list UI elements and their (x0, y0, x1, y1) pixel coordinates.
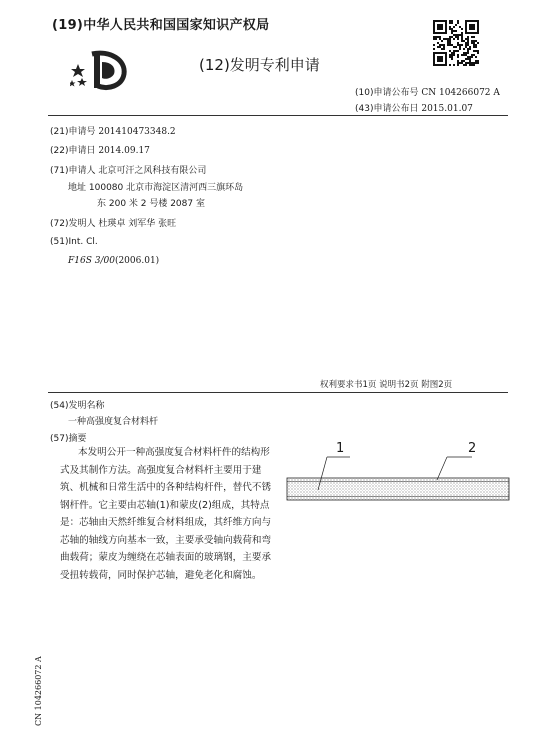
application-number (50, 124, 176, 137)
int-cl-date: (2006.01) (114, 256, 160, 266)
appno-value: 201410473348.2 (98, 127, 176, 137)
application-date (50, 143, 150, 156)
appno-label: (21)申请号 (50, 127, 96, 137)
pubno-label: (10)申请公布号 (355, 88, 419, 98)
pubdate-label: (43)申请公布日 (355, 104, 419, 114)
office-name: 中华人民共和国国家知识产权局 (83, 18, 270, 33)
int-cl-value (68, 256, 159, 266)
figure-label-1: 1 (336, 441, 345, 456)
pubno-value: CN 104266072 A (421, 88, 500, 98)
figure-label-2: 2 (468, 441, 477, 456)
inventor-value: 杜瑛卓 刘军华 张旺 (98, 219, 177, 229)
address-line1: 100080 北京市海淀区清河西三旗环岛 (88, 183, 244, 193)
appdate-value: 2014.09.17 (98, 146, 150, 156)
counts-divider (48, 392, 508, 393)
inventors (50, 216, 176, 229)
applicant-label: (71)申请人 (50, 166, 96, 176)
header-divider (48, 115, 508, 116)
appdate-label: (22)申请日 (50, 146, 96, 156)
applicant (50, 163, 206, 176)
invention-title: 一种高强度复合材料杆 (68, 417, 159, 427)
document-type (199, 54, 320, 75)
figure-rod-drawing (282, 440, 514, 512)
int-cl-label: (51)Int. Cl. (50, 237, 98, 247)
abstract-label: (57)摘要 (50, 434, 87, 444)
page-counts: 权利要求书1页 说明书2页 附图2页 (320, 380, 453, 390)
doctype-number: (12) (199, 56, 230, 74)
applicant-value: 北京可汗之风科技有限公司 (98, 166, 207, 176)
qr-code-icon (433, 20, 479, 66)
inventor-label: (72)发明人 (50, 219, 96, 229)
doctype-name: 发明专利申请 (229, 56, 320, 74)
int-cl-code: F16S 3/00 (68, 256, 115, 266)
address (68, 180, 243, 193)
publication-number (355, 85, 500, 98)
address-label: 地址 (68, 183, 87, 193)
title-label: (54)发明名称 (50, 401, 105, 411)
sipo-emblem-icon (70, 48, 132, 92)
abstract-text: 本发明公开一种高强度复合材料杆件的结构形式及其制作方法。高强度复合材料杆主要用于建筑、机械和日常生活中的各种结构杆件，替代不锈钢杆件。它主要由芯轴(1)和蒙皮(2)组成，其特点是：芯轴由天然纤维复合材料组成，其纤维方向与芯轴的轴线方向基本一致，主要承受轴向载荷和弯曲载荷；蒙皮为缠绕在芯轴表面的玻璃钢，主要承受扭转载荷，同时保护芯轴，避免老化和腐蚀。 (60, 447, 272, 581)
publication-date (355, 101, 473, 114)
office-number: (19) (52, 18, 84, 33)
address-line2: 东 200 米 2 号楼 2087 室 (97, 199, 205, 209)
pubdate-value: 2015.01.07 (421, 104, 473, 114)
office-header (52, 14, 269, 33)
side-publication-number: CN 104266072 A (34, 656, 43, 726)
